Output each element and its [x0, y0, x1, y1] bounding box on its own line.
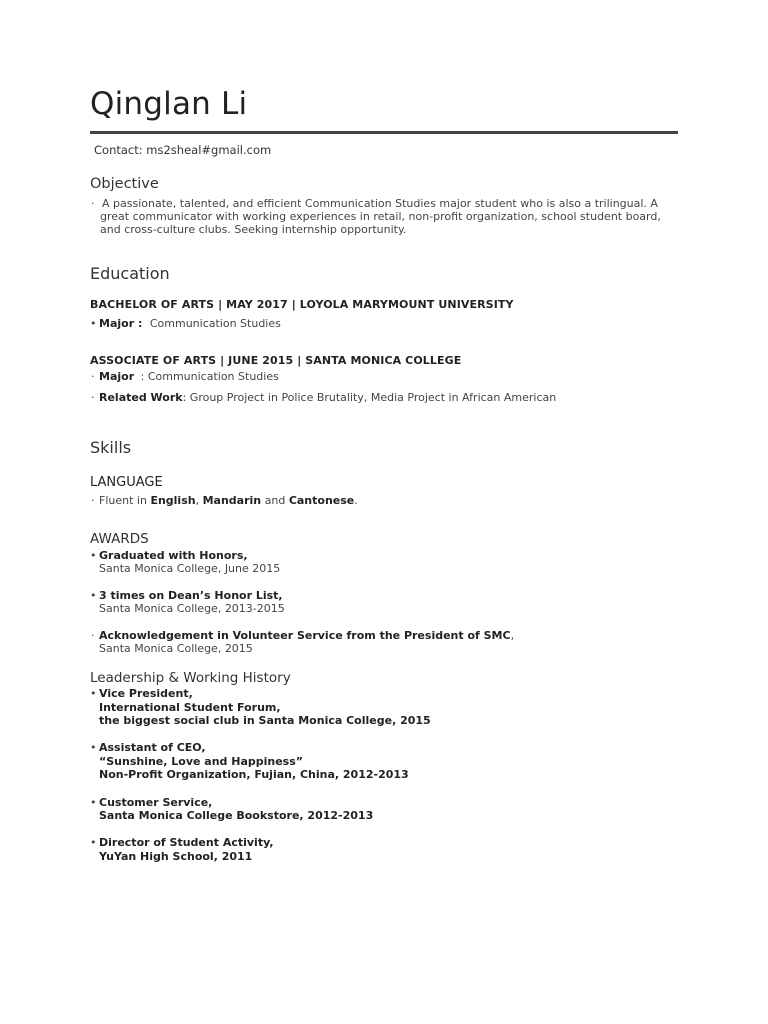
leadership-3-line-2: Santa Monica College Bookstore, 2012-2013 [99, 809, 374, 822]
skills-heading: Skills [90, 438, 132, 457]
leadership-2-bullet: • [90, 741, 97, 754]
objective-line-3: and cross-culture clubs. Seeking internship opportunity. [100, 223, 407, 236]
major-value: : Communication Studies [140, 370, 279, 383]
header-divider [90, 131, 678, 134]
related-work-label: Related Work [99, 391, 183, 404]
objective-line-2: great communicator with working experiences in retail, non-profit organization, school student board, [100, 210, 661, 223]
language-sep-1: , [195, 494, 203, 507]
award-3-title-suffix: , [510, 629, 515, 642]
award-2-title: 3 times on Dean’s Honor List, [99, 589, 283, 602]
contact-email: ms2sheal#gmail.com [146, 143, 272, 157]
language-suffix: . [354, 494, 358, 507]
award-3-title-line [99, 629, 514, 642]
language-bullet: · [91, 494, 95, 507]
language-mandarin: Mandarin [202, 494, 262, 507]
language-sep-2: and [261, 494, 289, 507]
degree-1-bullet: • [90, 317, 97, 330]
leadership-2-line-3: Non-Profit Organization, Fujian, China, 2012-2013 [99, 768, 409, 781]
objective-heading: Objective [90, 176, 159, 192]
language-english: English [150, 494, 196, 507]
award-3-detail: Santa Monica College, 2015 [99, 642, 253, 655]
award-1-title: Graduated with Honors, [99, 549, 248, 562]
degree-1-title: BACHELOR OF ARTS | MAY 2017 | LOYOLA MARYMOUNT UNIVERSITY [90, 298, 514, 311]
leadership-2-line-1: Assistant of CEO, [99, 741, 206, 754]
award-3-title: Acknowledgement in Volunteer Service from the President of SMC [99, 629, 511, 642]
contact-label: Contact: [94, 143, 143, 157]
leadership-1-line-1: Vice President, [99, 687, 193, 700]
award-1-detail: Santa Monica College, June 2015 [99, 562, 281, 575]
language-heading: LANGUAGE [90, 475, 163, 490]
degree-2-major [99, 370, 279, 383]
language-cantonese: Cantonese [288, 494, 355, 507]
degree-2-title: ASSOCIATE OF ARTS | JUNE 2015 | SANTA MONICA COLLEGE [90, 354, 462, 367]
leadership-1-line-3: the biggest social club in Santa Monica College, 2015 [99, 714, 431, 727]
language-line [99, 494, 358, 507]
related-work-value: : Group Project in Police Brutality, Media Project in African American [182, 391, 557, 404]
awards-heading: AWARDS [90, 531, 149, 547]
leadership-3-bullet: • [90, 796, 97, 809]
major-value: Communication Studies [149, 317, 281, 330]
leadership-1-bullet: • [90, 687, 97, 700]
leadership-2-line-2: “Sunshine, Love and Happiness” [99, 755, 304, 768]
leadership-4-bullet: • [90, 836, 97, 849]
degree-1-major [99, 317, 281, 330]
major-label: Major [99, 370, 135, 383]
leadership-4-line-2: YuYan High School, 2011 [99, 850, 253, 863]
leadership-1-line-2: International Student Forum, [99, 701, 281, 714]
award-3-bullet: · [91, 629, 95, 642]
objective-bullet: · [91, 197, 95, 210]
award-2-detail: Santa Monica College, 2013-2015 [99, 602, 285, 615]
award-2-bullet: • [90, 589, 97, 602]
leadership-4-line-1: Director of Student Activity, [99, 836, 274, 849]
major-label: Major : [99, 317, 143, 330]
contact-line [94, 143, 271, 157]
degree-2-related-work [99, 391, 556, 404]
resume-name: Qinglan Li [90, 86, 248, 122]
leadership-3-line-1: Customer Service, [99, 796, 213, 809]
language-prefix: Fluent in [99, 494, 151, 507]
education-heading: Education [90, 264, 170, 283]
award-1-bullet: • [90, 549, 97, 562]
leadership-heading: Leadership & Working History [90, 670, 291, 686]
objective-line-1: A passionate, talented, and efficient Communication Studies major student who is also a trilingual. A [102, 197, 658, 210]
degree-2-bullet-2: · [91, 391, 95, 404]
degree-2-bullet-1: · [91, 370, 95, 383]
